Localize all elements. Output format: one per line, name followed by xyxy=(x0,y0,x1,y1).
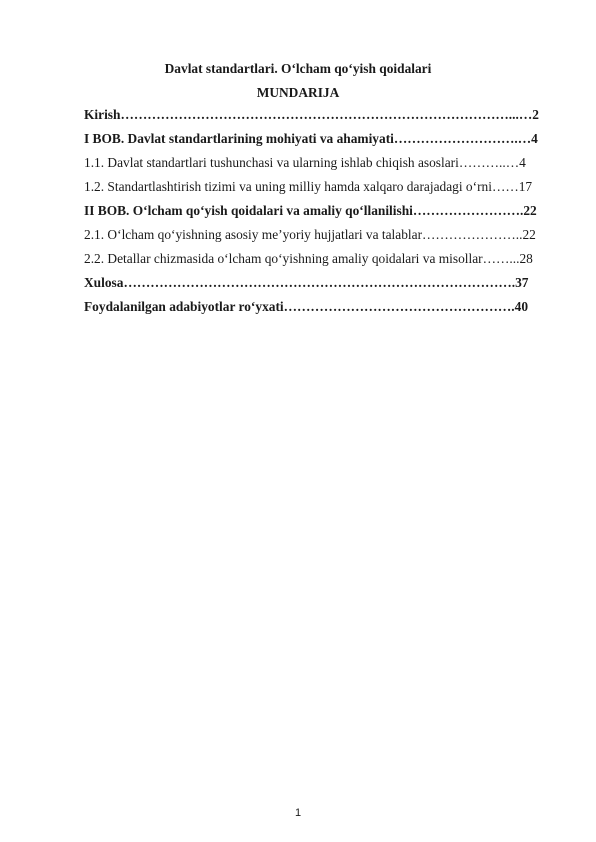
toc-entry-section-1-1: 1.1. Davlat standartlari tushunchasi va ularning ishlab chiqish asoslari………..…4 xyxy=(84,155,526,170)
toc-entry-introduction: Kirish……………………………………………………………………………...…2 xyxy=(84,107,539,122)
toc-entry-conclusion: Xulosa…………………………………………………………………………….37 xyxy=(84,275,529,290)
toc-heading: MUNDARIJA xyxy=(256,85,340,100)
toc-entry-chapter-2: II BOB. O‘lcham qo‘yish qoidalari va amaliy qo‘llanilishi…………………….22 xyxy=(84,203,537,218)
toc-entry-chapter-1: I BOB. Davlat standartlarining mohiyati va ahamiyati……………………….…4 xyxy=(84,131,538,146)
page-number: 1 xyxy=(294,807,302,819)
toc-entry-section-2-2: 2.2. Detallar chizmasida o‘lcham qo‘yishning amaliy qoidalari va misollar……...28 xyxy=(84,251,533,266)
toc-entry-section-2-1: 2.1. O‘lcham qo‘yishning asosiy me’yoriy hujjatlari va talablar…………………..22 xyxy=(84,227,536,242)
toc-entry-section-1-2: 1.2. Standartlashtirish tizimi va uning milliy hamda xalqaro darajadagi o‘rni……17 xyxy=(84,179,533,194)
toc-entry-references: Foydalanilgan adabiyotlar ro‘yxati…………………………………………….40 xyxy=(84,299,529,314)
document-title: Davlat standartlari. O‘lcham qo‘yish qoidalari xyxy=(164,61,432,76)
